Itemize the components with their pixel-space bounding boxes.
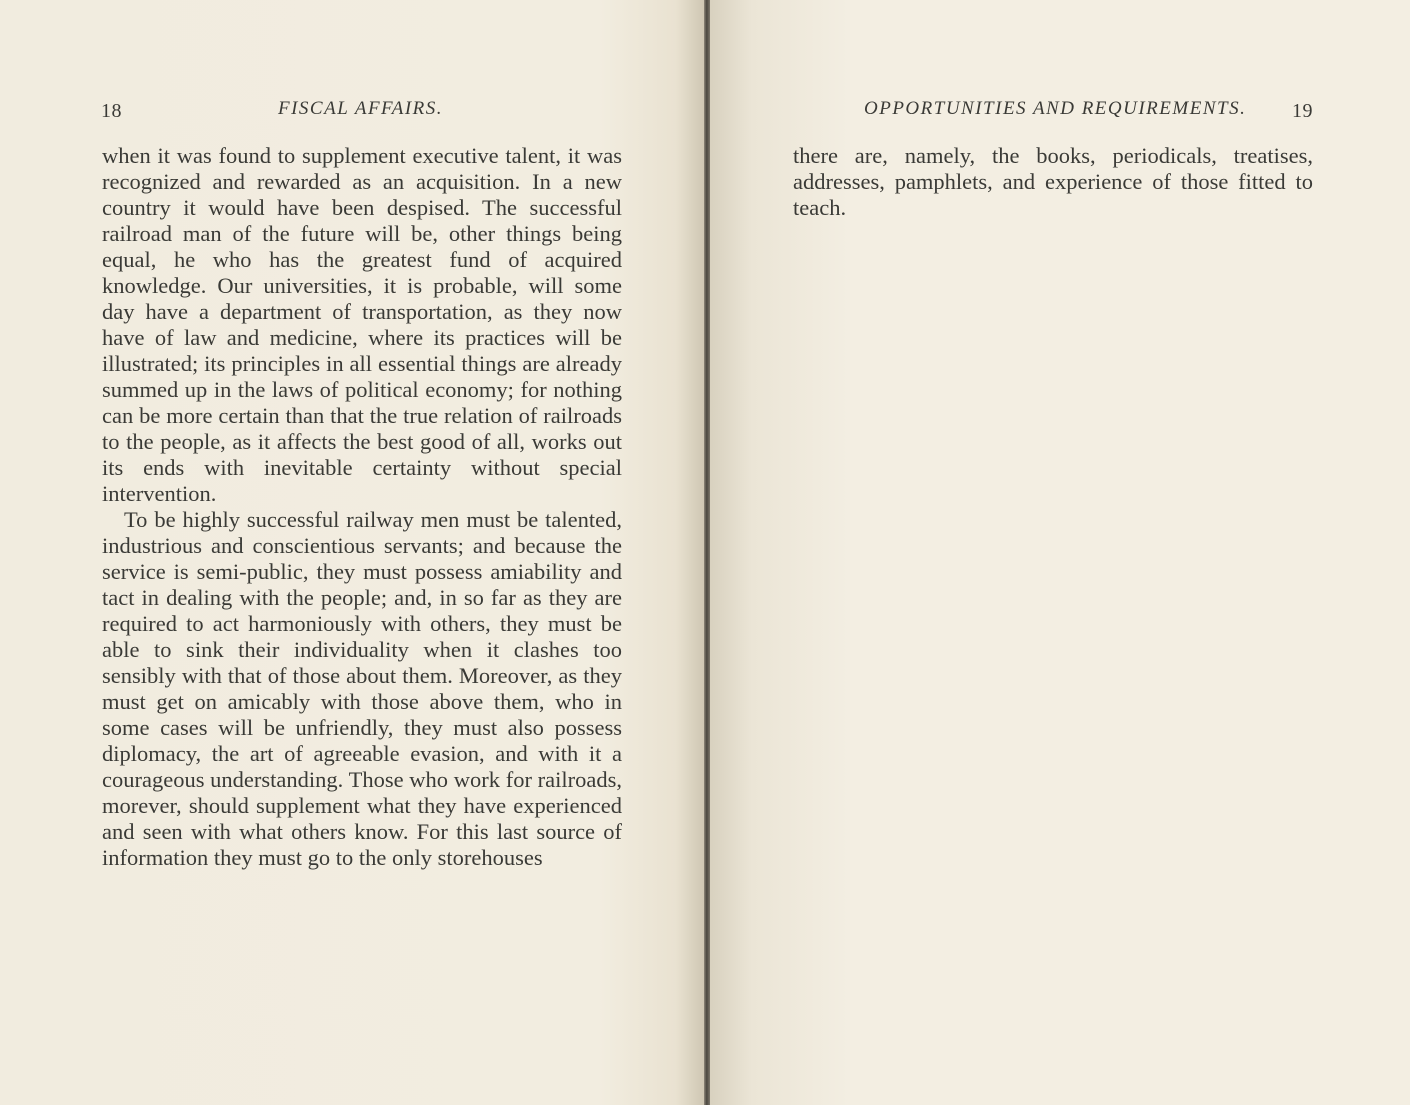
right-running-title: OPPORTUNITIES AND REQUIREMENTS. <box>864 98 1247 119</box>
left-running-title: FISCAL AFFAIRS. <box>278 98 443 119</box>
right-page-number: 19 <box>1292 100 1313 122</box>
left-page-number: 18 <box>101 100 122 122</box>
left-body-text <box>102 143 622 871</box>
left-page <box>0 0 704 1105</box>
right-page <box>710 0 1410 1105</box>
left-paragraph-1: when it was found to supplement executive talent, it was recognized and rewarded as an acquisition. In a new country it would have been despised. The successful railroad man of the future will be, other things being equal, he who has the greatest fund of acquired knowledge. Our universities, it is probable, will some day have a department of transportation, as they now have of law and medicine, where its practices will be illustrated; its principles in all essential things are already summed up in the laws of political economy; for nothing can be more certain than that the true relation of railroads to the people, as it affects the best good of all, works out its ends with inevitable certainty without special intervention. <box>102 143 622 506</box>
right-paragraph-1: there are, namely, the books, periodicals, treatises, addresses, pamphlets, and experience of those fitted to teach. <box>793 143 1313 220</box>
left-paragraph-2: To be highly successful railway men must be talented, industrious and conscientious servants; and because the service is semi-public, they must possess amiability and tact in dealing with the people; and, in so far as they are required to act harmoniously with others, they must be able to sink their individuality when it clashes too sensibly with that of those about them. Moreover, as they must get on amicably with those above them, who in some cases will be unfriendly, they must also possess diplomacy, the art of agreeable evasion, and with it a courageous understanding. Those who work for railroads, morever, should supplement what they have experienced and seen with what others know. For this last source of information they must go to the only storehouses <box>102 507 622 870</box>
right-body-text <box>793 143 1313 221</box>
